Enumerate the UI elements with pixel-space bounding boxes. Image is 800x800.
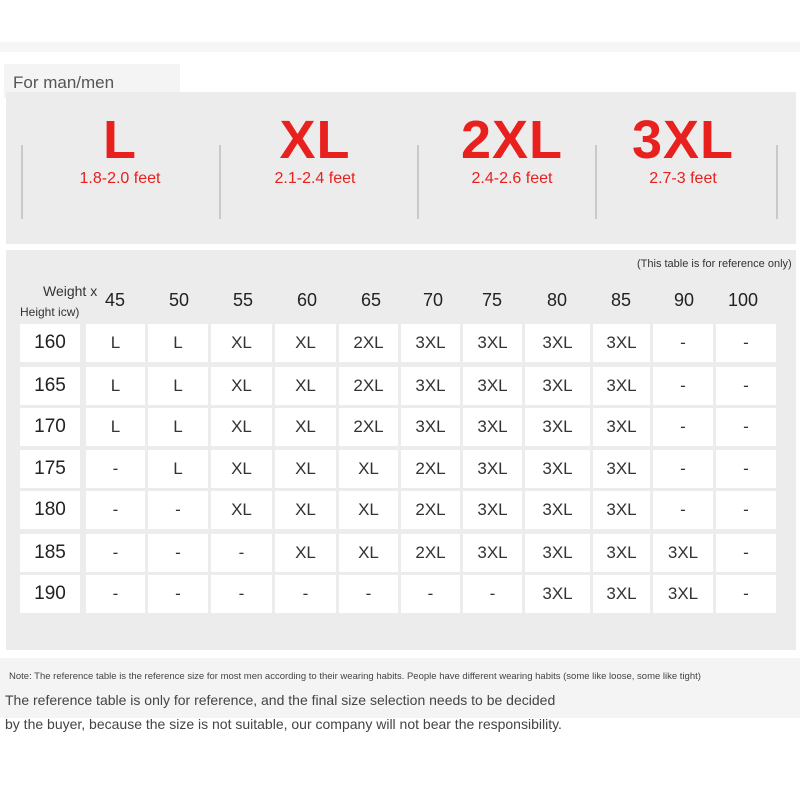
size-cell: XL [275,450,336,488]
size-cell: XL [339,534,398,572]
height-cell: 160 [20,324,80,362]
size-xl [230,108,400,188]
size-cell: 3XL [401,324,460,362]
table-row [20,490,778,530]
size-cell: - [148,491,208,529]
size-cell: 3XL [525,450,590,488]
size-cell: 3XL [525,534,590,572]
size-cell: - [339,575,398,613]
size-cell: 2XL [339,408,398,446]
size-cell: L [86,367,145,405]
divider [417,145,419,219]
weight-column-header: 70 [422,290,444,310]
size-cell: - [463,575,522,613]
size-3xl [598,108,768,188]
size-cell: - [716,534,776,572]
size-cell: - [148,575,208,613]
size-cell: - [148,534,208,572]
size-cell: 3XL [653,575,713,613]
height-cell: 180 [20,491,80,529]
size-cell: XL [275,408,336,446]
size-cell: 2XL [401,534,460,572]
weight-column-header: 90 [673,290,695,310]
footnote: Note: The reference table is the reference size for most men according to their wearing habits. People have different wearing habits (some like loose, some like tight) [9,671,701,682]
size-cell: - [86,534,145,572]
size-cell: - [86,491,145,529]
height-cell: 170 [20,408,80,446]
size-cell: 3XL [525,367,590,405]
size-cell: 3XL [593,491,650,529]
size-cell: - [653,450,713,488]
size-cell: 3XL [593,575,650,613]
height-cell: 175 [20,450,80,488]
size-cell: - [86,575,145,613]
weight-header: Weight x [43,283,98,299]
size-cell: L [148,324,208,362]
weight-column-header: 80 [546,290,568,310]
size-cell: 3XL [593,324,650,362]
size-cell: XL [211,450,272,488]
size-cell: XL [275,367,336,405]
size-cell: - [716,450,776,488]
weight-column-header: 50 [168,290,190,310]
size-cell: 3XL [463,491,522,529]
size-cell: - [401,575,460,613]
table-row [20,366,778,406]
size-cell: L [86,408,145,446]
size-name: L [103,110,137,170]
size-cell: XL [211,408,272,446]
size-cell: 3XL [593,367,650,405]
for-man-label: For man/men [13,73,115,92]
reference-only-note: (This table is for reference only) [637,258,792,270]
size-name: XL [279,110,351,170]
size-cell: XL [339,491,398,529]
size-cell: 3XL [401,367,460,405]
size-cell: XL [275,491,336,529]
size-cell: 3XL [525,324,590,362]
disclaimer-line-1: The reference table is only for reference, and the final size selection needs to be decided [5,692,556,708]
size-cell: 2XL [339,367,398,405]
size-cell: - [211,534,272,572]
size-cell: 3XL [463,450,522,488]
size-cell: - [211,575,272,613]
table-row [20,323,778,363]
size-2xl [427,108,597,188]
size-cell: L [148,367,208,405]
height-cell: 165 [20,367,80,405]
size-cell: 3XL [593,408,650,446]
size-cell: XL [211,324,272,362]
size-cell: 3XL [401,408,460,446]
size-cell: - [653,324,713,362]
weight-column-header: 75 [481,290,503,310]
size-cell: - [716,491,776,529]
table-row [20,407,778,447]
size-cell: - [716,324,776,362]
size-name: 2XL [460,110,564,170]
size-cell: XL [339,450,398,488]
height-header: Height icw) [20,305,80,319]
size-cell: XL [211,367,272,405]
table-row [20,574,778,614]
size-cell: L [148,408,208,446]
size-cell: - [275,575,336,613]
size-cell: L [148,450,208,488]
top-strip [0,42,800,52]
table-row [20,449,778,489]
size-cell: 3XL [463,408,522,446]
size-cell: - [716,367,776,405]
size-cell: 3XL [593,450,650,488]
size-cell: 2XL [339,324,398,362]
weight-column-header: 100 [727,290,759,310]
size-cell: XL [275,324,336,362]
weight-column-header: 65 [360,290,382,310]
weight-column-header: 55 [232,290,254,310]
height-cell: 190 [20,575,80,613]
size-cell: 3XL [463,324,522,362]
size-cell: XL [211,491,272,529]
size-cell: 3XL [525,408,590,446]
size-cell: 3XL [463,534,522,572]
size-cell: 3XL [525,575,590,613]
size-cell: - [653,408,713,446]
size-cell: - [86,450,145,488]
size-feet: 2.7-3 feet [649,170,717,187]
size-feet: 1.8-2.0 feet [79,170,161,187]
size-feet: 2.1-2.4 feet [274,170,356,187]
size-name: 3XL [631,110,735,170]
size-cell: 2XL [401,491,460,529]
weight-column-header: 60 [296,290,318,310]
size-cell: - [653,367,713,405]
size-cell: - [716,408,776,446]
divider [219,145,221,219]
size-cell: 3XL [653,534,713,572]
divider [21,145,23,219]
height-cell: 185 [20,534,80,572]
size-cell: L [86,324,145,362]
size-cell: - [716,575,776,613]
size-feet: 2.4-2.6 feet [471,170,553,187]
size-l [35,108,205,188]
size-cell: 3XL [463,367,522,405]
size-cell: XL [275,534,336,572]
divider [776,145,778,219]
disclaimer-line-2: by the buyer, because the size is not suitable, our company will not bear the responsibility. [5,716,562,732]
size-cell: 3XL [525,491,590,529]
note-box [0,658,800,718]
weight-column-header: 45 [104,290,126,310]
table-row [20,533,778,573]
size-cell: 3XL [593,534,650,572]
size-cell: 2XL [401,450,460,488]
weight-column-header: 85 [610,290,632,310]
size-cell: - [653,491,713,529]
